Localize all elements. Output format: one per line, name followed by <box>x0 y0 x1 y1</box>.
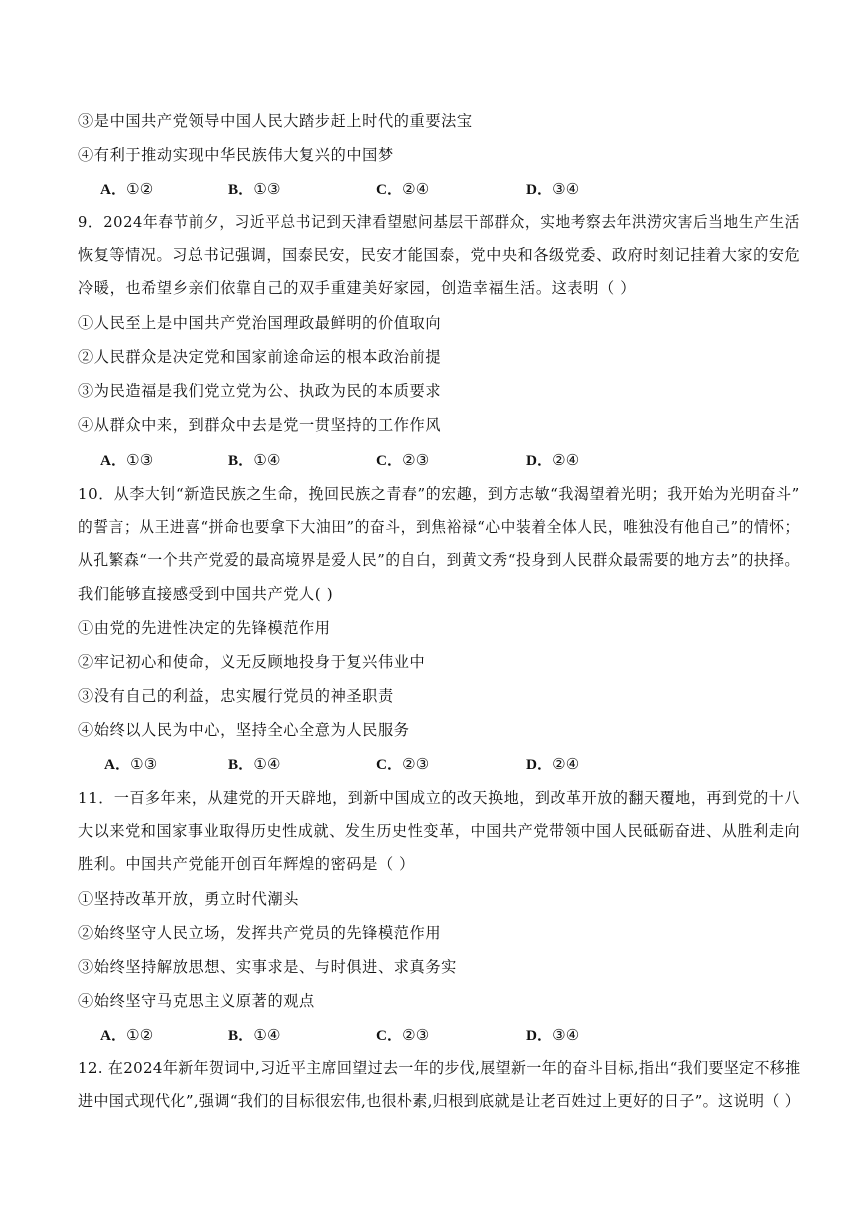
q10-statement-3: ③没有自己的利益，忠实履行党员的神圣职责 <box>78 687 394 705</box>
q9-option-b[interactable]: B．①④ <box>228 451 281 469</box>
q9-stem-line-2: 恢复等情况。习总书记强调，国泰民安，民安才能国泰，党中央和各级党委、政府时刻记挂着大家的安危 <box>78 246 801 264</box>
q10-option-d[interactable]: D．②④ <box>526 755 580 773</box>
q11-option-d[interactable]: D．③④ <box>526 1026 580 1044</box>
q8-statement-3: ③是中国共产党领导中国人民大踏步赶上时代的重要法宝 <box>78 112 473 130</box>
q9-option-a[interactable]: A．①③ <box>100 451 154 469</box>
q9-statement-1: ①人民至上是中国共产党治国理政最鲜明的价值取向 <box>78 314 442 332</box>
q12-stem-line-1: 12. 在2024年新年贺词中,习近平主席回望过去一年的步伐,展望新一年的奋斗目标,指出“我们要坚定不移推 <box>78 1059 801 1077</box>
q9-option-c[interactable]: C．②③ <box>376 451 430 469</box>
q8-option-d[interactable]: D．③④ <box>526 180 580 198</box>
q8-option-a[interactable]: A．①② <box>100 180 154 198</box>
q11-statement-1: ①坚持改革开放，勇立时代潮头 <box>78 890 300 908</box>
q8-statement-4: ④有利于推动实现中华民族伟大复兴的中国梦 <box>78 146 394 164</box>
q10-stem-line-3: 从孔繁森“一个共产党爱的最高境界是爱人民”的自白，到黄文秀“投身到人民群众最需要的地方去”的抉择。 <box>78 551 800 569</box>
q11-statement-4: ④始终坚守马克思主义原著的观点 <box>78 992 315 1010</box>
q9-statement-4: ④从群众中来，到群众中去是党一贯坚持的工作作风 <box>78 416 442 434</box>
q11-stem-line-1: 11．一百多年来，从建党的开天辟地，到新中国成立的改天换地，到改革开放的翻天覆地，再到党的十八 <box>78 789 800 807</box>
q10-stem-line-2: 的誓言；从王进喜“拼命也要拿下大油田”的奋斗，到焦裕禄“心中装着全体人民，唯独没有他自己”的情怀； <box>78 518 800 536</box>
q10-statement-4: ④始终以人民为中心，坚持全心全意为人民服务 <box>78 721 410 739</box>
q8-option-b[interactable]: B．①③ <box>228 180 281 198</box>
q11-option-a[interactable]: A．①② <box>100 1026 154 1044</box>
q10-statement-2: ②牢记初心和使命，义无反顾地投身于复兴伟业中 <box>78 653 426 671</box>
q10-option-b[interactable]: B．①④ <box>228 755 281 773</box>
q9-statement-2: ②人民群众是决定党和国家前途命运的根本政治前提 <box>78 348 442 366</box>
q8-option-c[interactable]: C．②④ <box>376 180 430 198</box>
q11-stem-line-2: 大以来党和国家事业取得历史性成就、发生历史性变革，中国共产党带领中国人民砥砺奋进、从胜利走向 <box>78 822 801 840</box>
q9-option-d[interactable]: D．②④ <box>526 451 580 469</box>
q10-stem-line-1: 10．从李大钊“新造民族之生命，挽回民族之青春”的宏趣，到方志敏“我渴望着光明；我开始为光明奋斗” <box>78 485 800 503</box>
q12-stem-line-2: 进中国式现代化”,强调“我们的目标很宏伟,也很朴素,归根到底就是让老百姓过上更好的日子”。这说明（ ） <box>78 1092 801 1110</box>
q11-option-b[interactable]: B．①④ <box>228 1026 281 1044</box>
q10-stem-line-4: 我们能够直接感受到中国共产党人( ) <box>78 585 334 603</box>
q11-statement-3: ③始终坚持解放思想、实事求是、与时俱进、求真务实 <box>78 958 457 976</box>
q11-statement-2: ②始终坚守人民立场，发挥共产党员的先锋模范作用 <box>78 924 442 942</box>
q11-option-c[interactable]: C．②③ <box>376 1026 430 1044</box>
q9-stem-line-3: 冷暖，也希望乡亲们依靠自己的双手重建美好家园，创造幸福生活。这表明（ ） <box>78 279 636 297</box>
q10-statement-1: ①由党的先进性决定的先锋模范作用 <box>78 619 331 637</box>
q10-option-a[interactable]: A．①③ <box>104 755 158 773</box>
q9-stem-line-1: 9．2024年春节前夕，习近平总书记到天津看望慰问基层干部群众，实地考察去年洪涝灾害后当地生产生活 <box>78 213 800 231</box>
q11-stem-line-3: 胜利。中国共产党能开创百年辉煌的密码是（ ） <box>78 855 415 873</box>
q9-statement-3: ③为民造福是我们党立党为公、执政为民的本质要求 <box>78 382 442 400</box>
q10-option-c[interactable]: C．②③ <box>376 755 430 773</box>
